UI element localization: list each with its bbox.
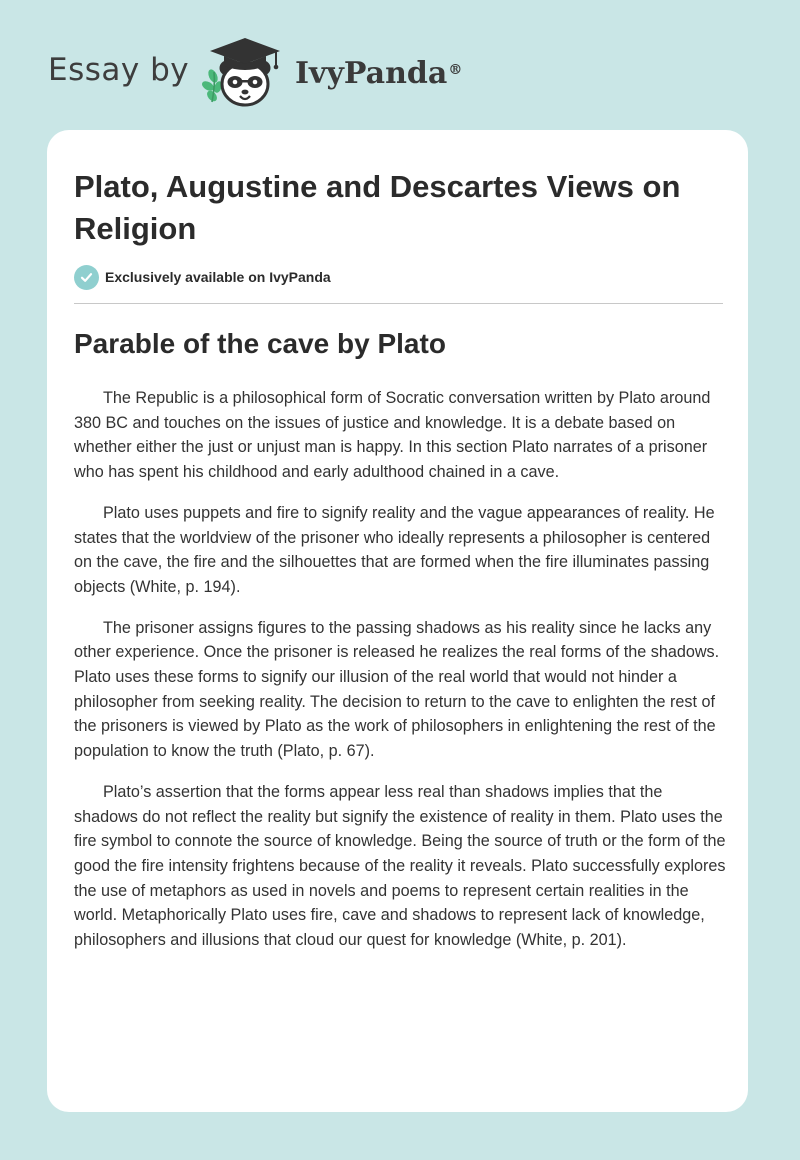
essay-card: [47, 130, 748, 1112]
paragraph: Plato uses puppets and fire to signify reality and the vague appearances of reality. He states that the worldview of the prisoner who ideally represents a philosopher is centered on the cave, the fire and the silhouettes that are formed when the fire illuminates passing objects (White, p. 194).: [74, 503, 715, 596]
paragraph: The Republic is a philosophical form of Socratic conversation written by Plato around 380 BC and touches on the issues of justice and knowledge. It is a debate based on whether either the just or unjust man is happy. In this section Plato narrates of a prisoner who has spent his childhood and early adulthood chained in a cave.: [74, 389, 711, 482]
brand-name: [295, 54, 462, 94]
paragraph: Plato’s assertion that the forms appear less real than shadows implies that the shadows do not reflect the reality but signify the existence of reality in them. Plato uses the fire symbol to connote the source of knowledge. Being the source of truth or the form of the good the fire intensity frightens because of the reality it reveals. Plato successfully explores the use of metaphors as used in novels and poems to represent certain realities in the world. Metaphorically Plato uses fire, cave and shadows to represent lack of knowledge, philosophers and illusions that cloud our quest for knowledge (White, p. 201).: [74, 782, 726, 950]
exclusive-badge-label: Exclusively available on IvyPanda: [105, 269, 331, 285]
divider: [74, 303, 723, 304]
page-title: Plato, Augustine and Descartes Views on Religion: [74, 169, 681, 246]
check-icon: [74, 265, 99, 290]
essay-body: [74, 386, 726, 969]
panda-graduate-icon: [200, 36, 292, 110]
registered-mark: ®: [448, 62, 463, 78]
ivypanda-logo[interactable]: [200, 36, 292, 110]
essay-by-label: Essay by: [48, 52, 190, 88]
brand-name-text: IvyPanda: [295, 56, 448, 91]
section-heading: Parable of the cave by Plato: [74, 328, 446, 359]
site-header: [0, 0, 800, 130]
exclusive-badge: [74, 264, 331, 290]
paragraph: The prisoner assigns figures to the passing shadows as his reality since he lacks any other experience. Once the prisoner is released he realizes the real forms of the shadows. Plato uses these forms to signify our illusion of the real world that would not hinder a philosopher from seeking reality. The decision to return to the cave to enlighten the rest of the prisoners is viewed by Plato as the work of philosophers in enlightening the rest of the population to know the truth (Plato, p. 67).: [74, 618, 720, 761]
